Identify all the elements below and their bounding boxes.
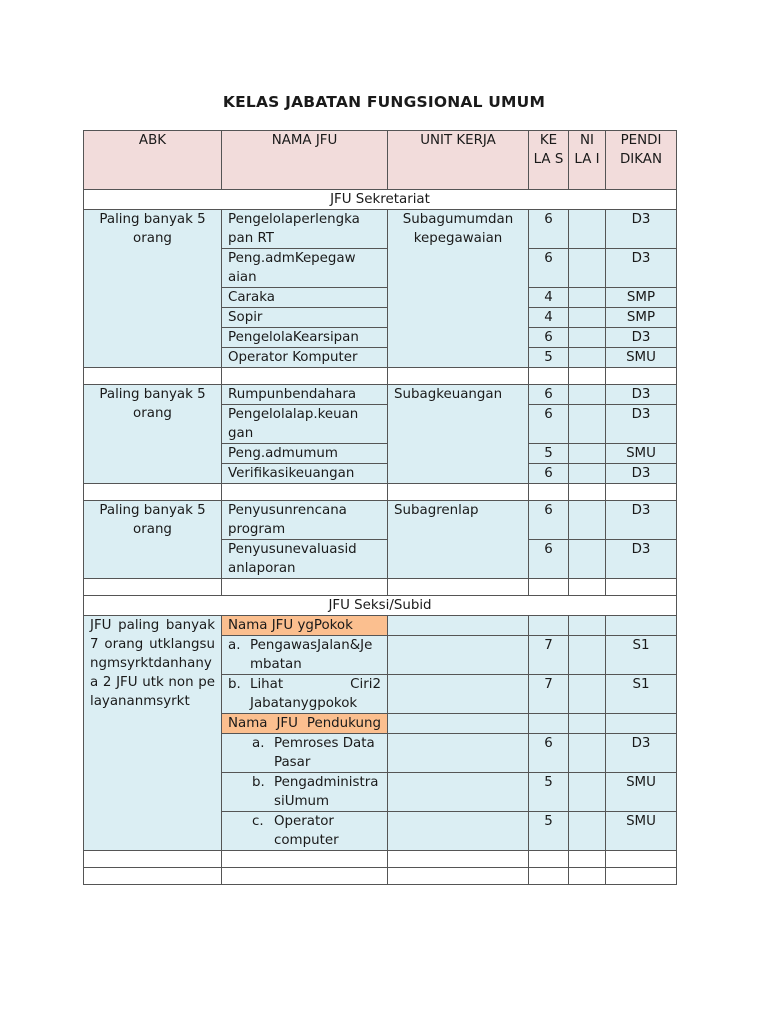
pendidikan-cell: S1 (606, 675, 677, 714)
unit-cell (388, 714, 529, 734)
kelas-cell: 6 (529, 501, 569, 540)
nama-cell: Pengelolalap.keuan gan (222, 405, 388, 444)
nilai-cell (569, 308, 606, 328)
nama-text: Lihat Ciri2 Jabatanygpokok (250, 677, 381, 711)
unit-cell (388, 734, 529, 773)
kelas-cell: 5 (529, 348, 569, 368)
document-title: KELAS JABATAN FUNGSIONAL UMUM (222, 93, 546, 111)
nama-cell: Operator Komputer (222, 348, 388, 368)
nilai-cell (569, 385, 606, 405)
nilai-cell (569, 464, 606, 484)
nilai-cell (569, 675, 606, 714)
kelas-cell (529, 616, 569, 636)
pendidikan-cell: D3 (606, 328, 677, 348)
table-row (84, 501, 677, 540)
pendidikan-cell: SMP (606, 308, 677, 328)
kelas-cell: 5 (529, 812, 569, 851)
nilai-cell (569, 444, 606, 464)
blank-row (84, 868, 677, 885)
kelas-cell: 4 (529, 288, 569, 308)
pendidikan-cell (606, 714, 677, 734)
kelas-cell: 6 (529, 385, 569, 405)
pendidikan-cell: D3 (606, 385, 677, 405)
pendidikan-cell: SMU (606, 444, 677, 464)
kelas-cell: 6 (529, 734, 569, 773)
nama-cell: Penyusunrencana program (222, 501, 388, 540)
unit-cell (388, 675, 529, 714)
nama-text: PengawasJalan&Jembatan (250, 638, 373, 672)
section-row (84, 190, 677, 210)
pendidikan-cell: SMU (606, 812, 677, 851)
nama-text: Pemroses Data Pasar (274, 736, 375, 770)
nama-cell: Peng.admKepegaw aian (222, 249, 388, 288)
nama-cell (222, 773, 388, 812)
nilai-cell (569, 773, 606, 812)
nama-cell: Caraka (222, 288, 388, 308)
header-kelas: KE LA S (529, 131, 569, 190)
list-number: a. (228, 638, 241, 653)
nilai-cell (569, 328, 606, 348)
nilai-cell (569, 210, 606, 249)
nama-cell (222, 734, 388, 773)
nama-cell: PengelolaKearsipan (222, 328, 388, 348)
nama-jfu-pendukung-header: Nama JFU Pendukung (222, 714, 388, 734)
nama-cell: Sopir (222, 308, 388, 328)
pendidikan-cell: D3 (606, 210, 677, 249)
table-row (84, 210, 677, 249)
pendidikan-cell: D3 (606, 501, 677, 540)
unit-cell (388, 616, 529, 636)
nilai-cell (569, 348, 606, 368)
pendidikan-cell: D3 (606, 540, 677, 579)
kelas-cell: 6 (529, 405, 569, 444)
kelas-cell: 6 (529, 210, 569, 249)
section-title: JFU Sekretariat (84, 190, 677, 210)
pendidikan-cell: D3 (606, 464, 677, 484)
section-row (84, 596, 677, 616)
nama-text: PengadministrasiUmum (274, 775, 379, 809)
jfu-table (83, 130, 677, 885)
nilai-cell (569, 616, 606, 636)
nilai-cell (569, 288, 606, 308)
header-unit: UNIT KERJA (388, 131, 529, 190)
nama-jfu-pokok-header: Nama JFU ygPokok (222, 616, 388, 636)
list-number: b. (228, 677, 241, 692)
abk-cell: JFU paling banyak 7 orang utklangsungmsyrktdanhanya 2 JFU utk non pelayananmsyrkt (84, 616, 222, 851)
abk-cell: Paling banyak 5 orang (84, 385, 222, 484)
nama-cell (222, 636, 388, 675)
table-row (84, 616, 677, 636)
nilai-cell (569, 249, 606, 288)
nilai-cell (569, 405, 606, 444)
kelas-cell: 7 (529, 636, 569, 675)
pendidikan-cell: SMP (606, 288, 677, 308)
nama-cell: Rumpunbendahara (222, 385, 388, 405)
unit-cell: Subagumumdan kepegawaian (388, 210, 529, 368)
table-row (84, 385, 677, 405)
kelas-cell: 5 (529, 444, 569, 464)
blank-row (84, 484, 677, 501)
section-title: JFU Seksi/Subid (84, 596, 677, 616)
nilai-cell (569, 501, 606, 540)
kelas-cell: 6 (529, 464, 569, 484)
nilai-cell (569, 540, 606, 579)
kelas-cell: 5 (529, 773, 569, 812)
pendidikan-cell: SMU (606, 348, 677, 368)
nama-cell: Penyusunevaluasid anlaporan (222, 540, 388, 579)
nilai-cell (569, 734, 606, 773)
nama-cell: Pengelolaperlengka pan RT (222, 210, 388, 249)
abk-cell: Paling banyak 5 orang (84, 210, 222, 368)
blank-row (84, 368, 677, 385)
nilai-cell (569, 714, 606, 734)
kelas-cell: 7 (529, 675, 569, 714)
nama-text: Operator computer (274, 814, 339, 848)
unit-cell: Subagkeuangan (388, 385, 529, 484)
nilai-cell (569, 636, 606, 675)
blank-row (84, 851, 677, 868)
nama-cell: Verifikasikeuangan (222, 464, 388, 484)
kelas-cell: 6 (529, 249, 569, 288)
kelas-cell (529, 714, 569, 734)
blank-row (84, 579, 677, 596)
kelas-cell: 6 (529, 540, 569, 579)
header-abk: ABK (84, 131, 222, 190)
kelas-cell: 4 (529, 308, 569, 328)
unit-cell: Subagrenlap (388, 501, 529, 579)
kelas-cell: 6 (529, 328, 569, 348)
header-row (84, 131, 677, 190)
pendidikan-cell: D3 (606, 405, 677, 444)
pendidikan-cell: S1 (606, 636, 677, 675)
pendidikan-cell: D3 (606, 734, 677, 773)
pendidikan-cell (606, 616, 677, 636)
pendidikan-cell: D3 (606, 249, 677, 288)
header-nilai: NI LA I (569, 131, 606, 190)
header-pendidikan: PENDI DIKAN (606, 131, 677, 190)
header-nama: NAMA JFU (222, 131, 388, 190)
nama-cell (222, 812, 388, 851)
unit-cell (388, 636, 529, 675)
unit-cell (388, 812, 529, 851)
nilai-cell (569, 812, 606, 851)
unit-cell (388, 773, 529, 812)
list-number: b. (252, 775, 265, 790)
list-number: a. (252, 736, 265, 751)
list-number: c. (252, 814, 264, 829)
pendidikan-cell: SMU (606, 773, 677, 812)
abk-cell: Paling banyak 5 orang (84, 501, 222, 579)
nama-cell: Peng.admumum (222, 444, 388, 464)
nama-cell (222, 675, 388, 714)
